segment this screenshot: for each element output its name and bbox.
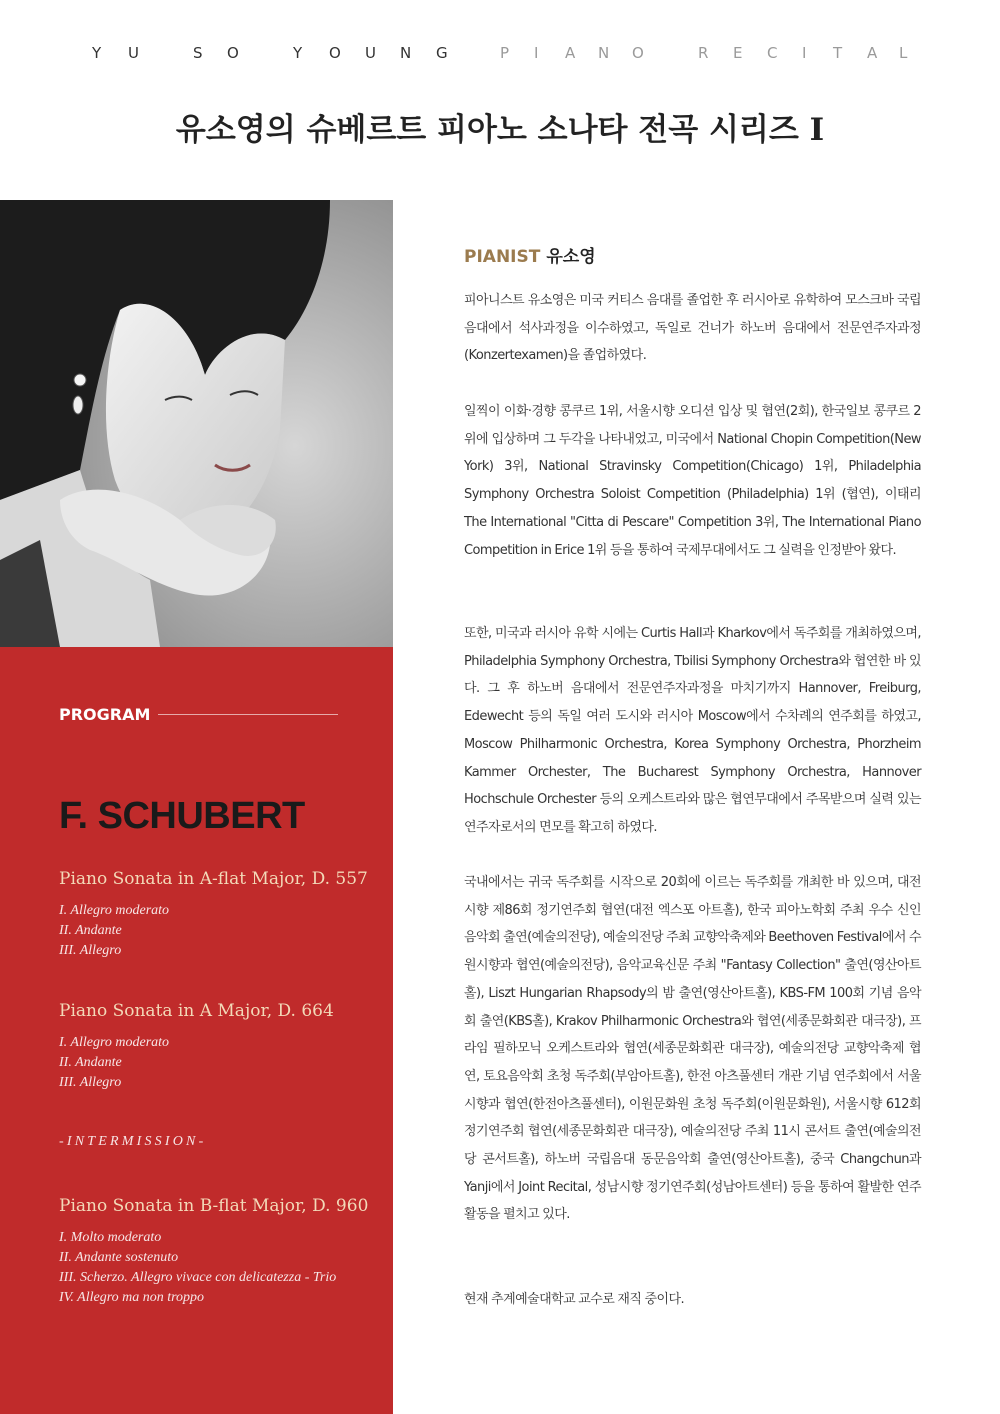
- movement-item: II. Andante sostenuto: [59, 1250, 179, 1265]
- composer-name: F. SCHUBERT: [59, 795, 305, 837]
- header-letter: Y: [92, 44, 102, 62]
- bio-text: 피아니스트 유소영은 미국 커티스 음대를 졸업한 후 러시아로 유학하여 모스크바 국립음대에서 석사과정을 이수하였고, 독일로 건너가 하노버 음대에서 전문연주자과정(Konzertexamen)을 졸업하였다.: [464, 293, 921, 364]
- bio-paragraph-5: [464, 1286, 921, 1314]
- header-letter: P: [500, 44, 510, 62]
- header-letter: U: [365, 44, 376, 62]
- movement-item: III. Allegro: [59, 1075, 122, 1090]
- header-letter: C: [767, 44, 778, 62]
- header-letter: I: [534, 44, 539, 62]
- movement-item: III. Allegro: [59, 943, 122, 958]
- header-letter: S: [193, 44, 203, 62]
- movement-item: I. Molto moderato: [59, 1230, 162, 1245]
- header-letter: A: [565, 44, 576, 62]
- pianist-heading: [464, 242, 596, 267]
- header-letter: N: [400, 44, 412, 62]
- bio-paragraph-3: [464, 620, 921, 842]
- movement-item: I. Allegro moderato: [59, 903, 170, 918]
- header-letter: O: [227, 44, 239, 62]
- header-letter: U: [128, 44, 139, 62]
- header-letter: O: [632, 44, 644, 62]
- bio-text: 현재 추계예술대학교 교수로 재직 중이다.: [464, 1292, 685, 1307]
- sonata-title: Piano Sonata in B-flat Major, D. 960: [59, 1196, 369, 1216]
- sonata-title: Piano Sonata in A Major, D. 664: [59, 1001, 334, 1021]
- header-letter: T: [833, 44, 843, 62]
- pianist-portrait-illustration: [0, 200, 393, 647]
- program-divider: [158, 714, 338, 715]
- header-letter: G: [436, 44, 448, 62]
- pianist-name: 유소영: [546, 247, 596, 267]
- program-panel: [0, 647, 393, 1414]
- movement-list: [59, 1033, 169, 1093]
- movement-list: [59, 901, 169, 961]
- page-title: 유소영의 슈베르트 피아노 소나타 전곡 시리즈 I: [175, 112, 825, 148]
- bio-paragraph-2: [464, 398, 921, 564]
- header-letter: Y: [293, 44, 303, 62]
- program-heading: PROGRAM: [59, 705, 151, 724]
- sonata-title: Piano Sonata in A-flat Major, D. 557: [59, 869, 368, 889]
- bio-text: 또한, 미국과 러시아 유학 시에는 Curtis Hall과 Kharkov에서 독주회를 개최하였으며, Philadelphia Symphony Orchestra, Tbilisi Symphony Orchestra와 협연한 바 있다. 그 후 하노버 음대에서 전문연주자과정을 마치기까지 Hannover, Freiburg, Edewecht 등의 독일 여러 도시와 러시아 Moscow에서 수차례의 연주회를 하였고, Moscow Philharmonic Orchestra, Korea Symphony Orchestra, Phorzheim Kammer Orchester, The Bucharest Symphony Orchestra, Hannover Hochschule Orchester 등의 오케스트라와 많은 협연무대에서 주목받으며 실력 있는 연주자로서의 면모를 확고히 하였다.: [464, 626, 921, 835]
- movement-list: [59, 1228, 336, 1308]
- recital-header: [0, 44, 1000, 68]
- header-letter: L: [899, 44, 908, 62]
- movement-item: III. Scherzo. Allegro vivace con delicatezza - Trio: [59, 1270, 337, 1285]
- movement-item: I. Allegro moderato: [59, 1035, 170, 1050]
- pianist-photo: [0, 200, 393, 647]
- header-letter: N: [598, 44, 610, 62]
- header-letter: I: [802, 44, 807, 62]
- movement-item: IV. Allegro ma non troppo: [59, 1290, 205, 1305]
- header-letter: R: [698, 44, 709, 62]
- bio-paragraph-1: [464, 287, 921, 370]
- pianist-label: PIANIST: [464, 247, 541, 267]
- header-letter: E: [733, 44, 743, 62]
- bio-paragraph-4: [464, 869, 921, 1229]
- header-letter: O: [329, 44, 341, 62]
- bio-text: 국내에서는 귀국 독주회를 시작으로 20회에 이르는 독주회를 개최한 바 있으며, 대전시향 제86회 정기연주회 협연(대전 엑스포 아트홀), 한국 피아노학회 주최 우수 신인 음악회 출연(예술의전당), 예술의전당 주최 교향악축제와 Beethoven Festival에서 수원시향과 협연(예술의전당), 음악교육신문 주최 "Fantasy Collection" 출연(영산아트홀), Liszt Hungarian Rhapsody의 밤 출연(영산아트홀), KBS-FM 100회 기념 음악회 출연(KBS홀), Krakov Philharmonic Orchestra와 협연(세종문화회관 대극장), 프라임 필하모닉 오케스트라와 협연(세종문화회관 대극장), 예술의전당 교향악축제 협연, 토요음악회 초청 독주회(부암아트홀), 한전 아츠풀센터 개관 기념 연주회에서 서울시향과 협연(한전아츠풀센터), 이원문화원 초청 독주회(이원문화원), 서울시향 612회 정기연주회 협연(세종문화회관 대극장), 예술의전당 주최 11시 콘서트 출연(예술의전당 콘서트홀), 하노버 국립음대 동문음악회 출연(영산아트홀), 중국 Changchun과 Yanji에서 Joint Recital, 성남시향 정기연주회(성남아트센터) 등을 통하여 활발한 연주활동을 펼치고 있다.: [464, 875, 921, 1223]
- movement-item: II. Andante: [59, 923, 122, 938]
- header-letter: A: [867, 44, 878, 62]
- bio-text: 일찍이 이화·경향 콩쿠르 1위, 서울시향 오디션 입상 및 협연(2회), 한국일보 콩쿠르 2위에 입상하며 그 두각을 나타내었고, 미국에서 National Chopin Competition(New York) 3위, National Stravinsky Competition(Chicago) 1위, Philadelphia Symphony Orchestra Soloist Competition (Philadelphia) 1위 (협연), 이태리 The International "Citta di Pescare" Competition 3위, The International Piano Competition in Erice 1위 등을 통하여 국제무대에서도 그 실력을 인정받아 왔다.: [464, 404, 921, 558]
- intermission-label: -INTERMISSION-: [59, 1134, 207, 1149]
- movement-item: II. Andante: [59, 1055, 122, 1070]
